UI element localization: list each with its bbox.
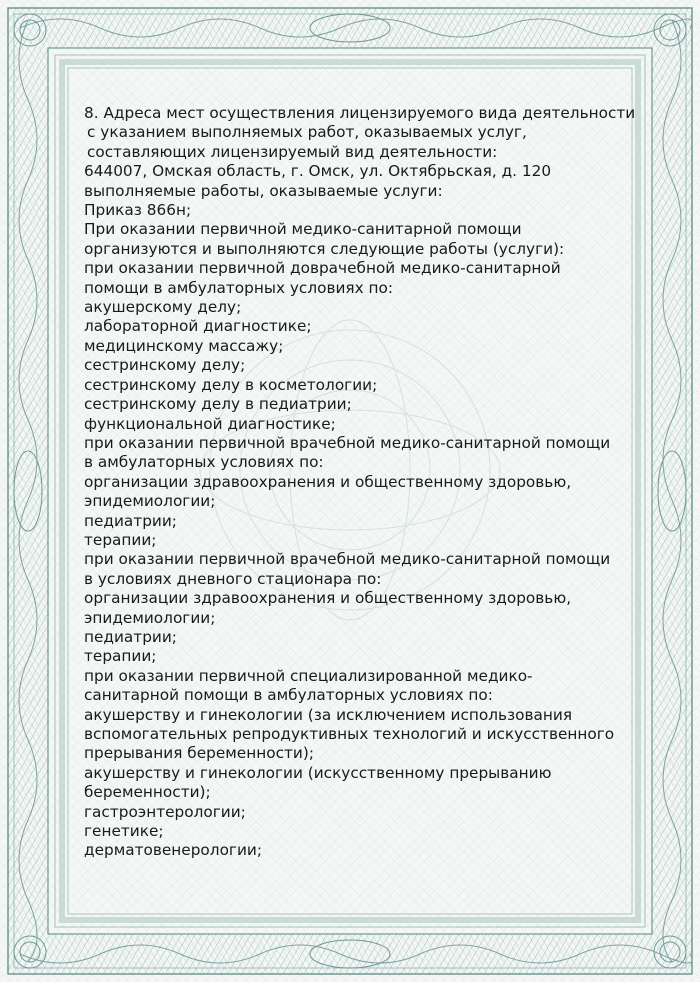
text-line: санитарной помощи в амбулаторных условиях по: (84, 686, 493, 705)
text-line: терапии; (84, 530, 157, 549)
text-line: педиатрии; (84, 627, 177, 646)
text-line: эпидемиологии; (84, 608, 216, 627)
text-line: дерматовенерологии; (84, 841, 262, 860)
text-line: вспомогательных репродуктивных технологий и искусственного (84, 725, 615, 743)
text-line: Приказ 866н; (84, 201, 192, 220)
text-line: организуются и выполняются следующие работы (услуги): (84, 239, 565, 258)
text-line: помощи в амбулаторных условиях по: (84, 278, 394, 297)
text-line: при оказании первичной врачебной медико-санитарной помощи (84, 550, 611, 569)
text-line: 8. Адреса мест осуществления лицензируемого вида деятельности (84, 104, 636, 122)
text-line: прерывания беременности); (84, 744, 314, 763)
text-line: организации здравоохранения и общественному здоровью, (84, 589, 572, 608)
text-line: в амбулаторных условиях по: (84, 453, 324, 472)
text-line: лабораторной диагностике; (84, 317, 312, 336)
text-line: медицинскому массажу; (84, 336, 284, 355)
text-line: При оказании первичной медико-санитарной помощи (84, 220, 522, 239)
text-line: функциональной диагностике; (84, 414, 336, 433)
text-line: сестринскому делу в педиатрии; (84, 395, 352, 414)
text-line: терапии; (84, 647, 157, 666)
text-line: генетике; (84, 822, 164, 841)
text-line: при оказании первичной врачебной медико-санитарной помощи (84, 433, 611, 452)
text-line: 644007, Омская область, г. Омск, ул. Октябрьская, д. 120 (84, 162, 552, 181)
text-line: при оказании первичной доврачебной медико-санитарной (84, 259, 561, 278)
text-line: акушерству и гинекологии (искусственному прерыванию (84, 763, 552, 782)
text-line: акушерскому делу; (84, 298, 242, 317)
text-line: с указанием выполняемых работ, оказываемых услуг, (87, 123, 527, 142)
text-line: организации здравоохранения и общественному здоровью, (84, 472, 572, 491)
text-line: гастроэнтерологии; (84, 802, 246, 821)
text-line: сестринскому делу; (84, 356, 246, 375)
license-text (84, 104, 636, 861)
text-line: эпидемиологии; (84, 492, 216, 511)
text-line: при оказании первичной специализированной медико- (84, 666, 533, 685)
text-line: в условиях дневного стационара по: (84, 569, 382, 588)
text-line: педиатрии; (84, 511, 177, 530)
text-line: выполняемые работы, оказываемые услуги: (84, 181, 443, 200)
text-line: беременности); (84, 783, 211, 802)
text-line: составляющих лицензируемый вид деятельности: (87, 142, 498, 161)
text-line: сестринскому делу в косметологии; (84, 375, 378, 394)
text-line: акушерству и гинекологии (за исключением использования (84, 705, 573, 724)
